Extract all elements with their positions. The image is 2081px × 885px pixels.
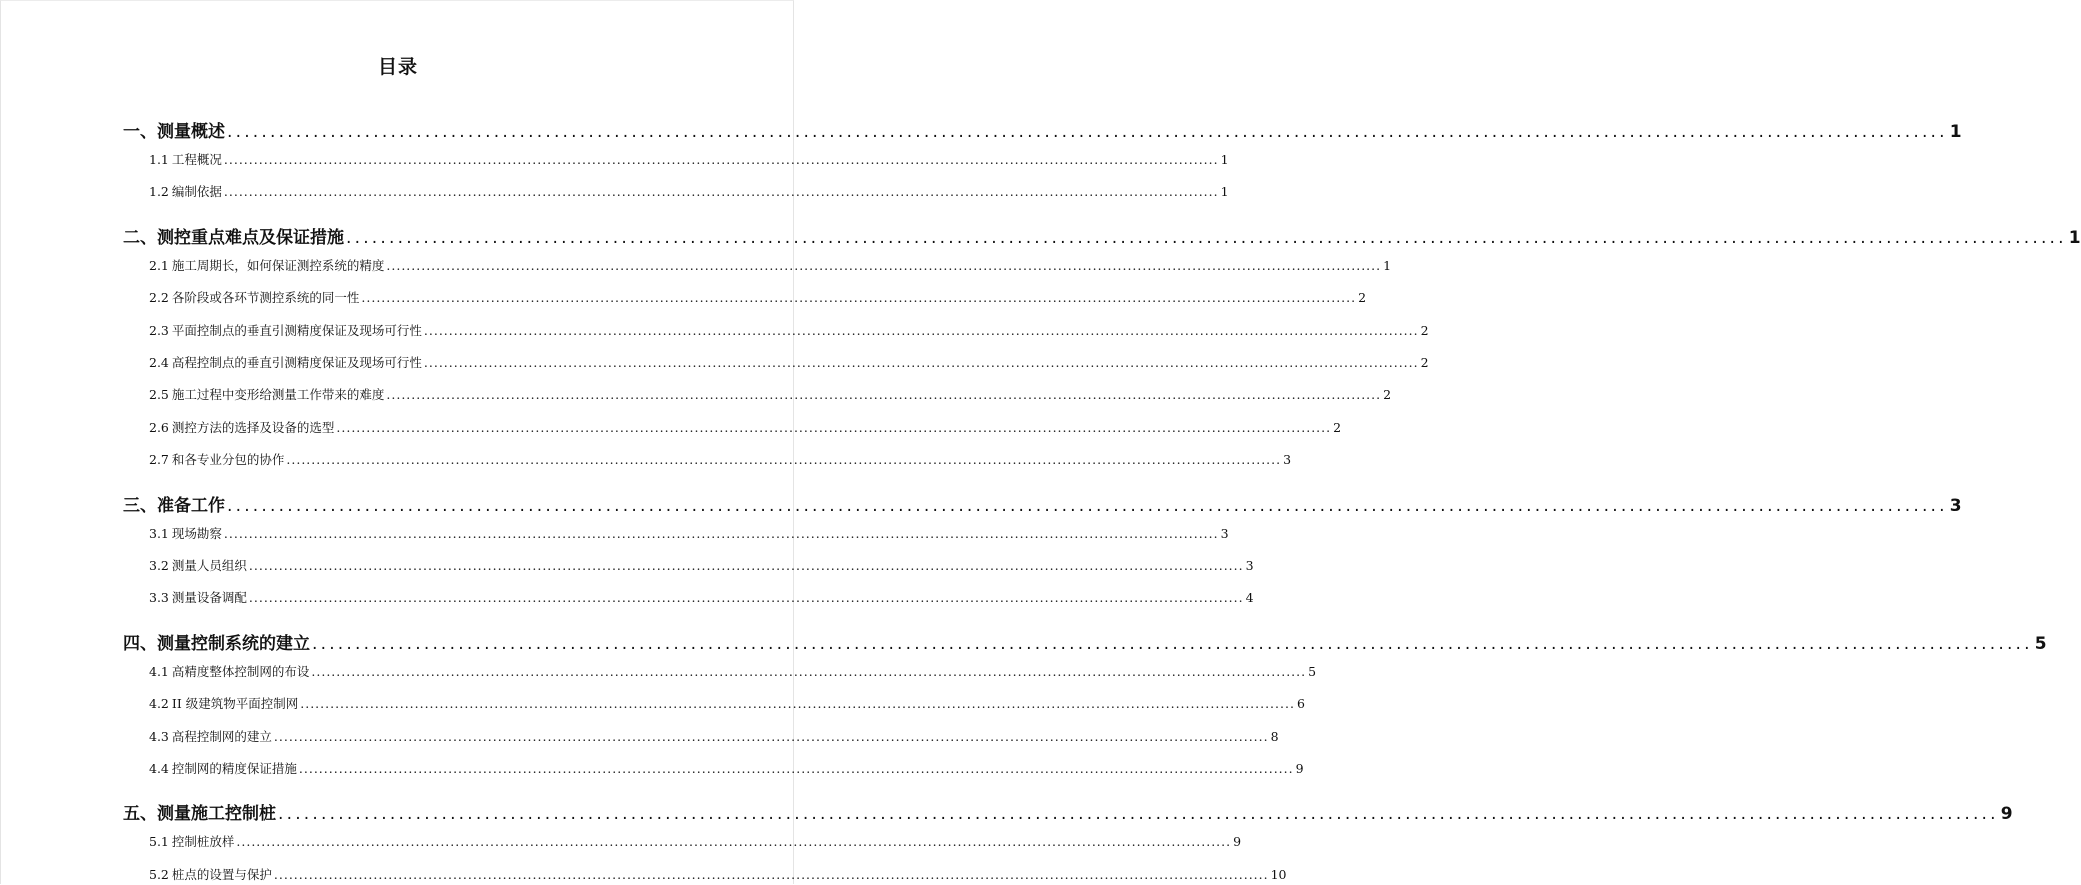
toc-page-number: 2 (1420, 355, 1429, 370)
toc-item-title: 编制依据 (171, 184, 222, 200)
toc-item[interactable] (149, 865, 1287, 885)
toc-item-title: 测量人员组织 (171, 558, 247, 573)
toc-item[interactable] (149, 588, 1254, 608)
toc-item-number: 1.1 (149, 152, 169, 167)
toc-section-label: 二、测控重点难点及保证措施 (123, 227, 344, 248)
toc-page-number: 1 (1383, 257, 1392, 273)
leader-dots: ........................................................................................................................................................................................................ (273, 866, 1269, 882)
toc-item-number: 5.2 (149, 866, 169, 882)
toc-item-number: 2.6 (149, 419, 169, 435)
leader-dots: ........................................................................................................................................................................................................ (298, 761, 1294, 776)
toc-item[interactable] (149, 694, 1305, 714)
toc-item-label (149, 588, 247, 608)
toc-item-label (149, 450, 284, 470)
toc-item-label (149, 865, 272, 885)
leader-dots: ........................................................................................................................................................................................................ (386, 257, 1382, 273)
toc-item-title: 高程控制网的建立 (171, 728, 272, 744)
toc-page-number: 9 (2000, 804, 2013, 825)
toc-item-label (149, 288, 359, 308)
toc-page-number: 5 (2034, 633, 2047, 654)
toc-item[interactable] (149, 662, 1317, 682)
toc-item-title: II 级建筑物平面控制网 (171, 696, 299, 712)
leader-dots: ........................................................................................................................................................................................................ (248, 558, 1244, 573)
toc-page-number: 8 (1270, 728, 1279, 744)
leader-dots: ........................................................................................................................................................................................................ (248, 590, 1244, 606)
toc-item-number: 1.2 (149, 184, 169, 200)
toc-page-number: 9 (1233, 834, 1242, 850)
toc-item-label (149, 727, 272, 747)
toc-item[interactable] (149, 418, 1342, 438)
toc-item-number: 4.1 (149, 663, 169, 679)
toc-item-title: 现场勘察 (171, 525, 222, 541)
toc-item-label (149, 556, 247, 576)
toc-item-title: 测量设备调配 (171, 590, 247, 606)
toc-section[interactable] (123, 119, 1962, 145)
toc-item-label (149, 694, 298, 714)
toc-item[interactable] (149, 150, 1229, 170)
toc-item-number: 3.3 (149, 590, 169, 606)
toc-item-number: 4.3 (149, 728, 169, 744)
toc-item-title: 测控方法的选择及设备的选型 (171, 419, 335, 435)
toc-item[interactable] (149, 450, 1292, 470)
leader-dots: ........................................................................................................................................................................................................ (223, 525, 1219, 541)
toc-item-title: 桩点的设置与保护 (171, 866, 272, 882)
toc-item[interactable] (149, 556, 1254, 576)
toc-item-title: 高程控制点的垂直引测精度保证及现场可行性 (171, 355, 422, 370)
toc-section[interactable] (123, 801, 2013, 827)
toc-item-label (149, 759, 297, 779)
toc-page-number: 9 (1295, 761, 1304, 776)
toc-page-number: 3 (1949, 495, 1962, 516)
toc-page-number: 2 (1333, 419, 1342, 435)
toc-section-label: 一、测量概述 (123, 122, 225, 142)
toc-page-number: 3 (1220, 525, 1229, 541)
toc-section[interactable] (123, 493, 1962, 519)
toc-item[interactable] (149, 256, 1392, 276)
leader-dots: ........................................................................................................................................................................................................ (227, 122, 1948, 142)
toc-item-title: 控制网的精度保证措施 (171, 761, 297, 776)
toc-item[interactable] (149, 288, 1367, 308)
leader-dots: ........................................................................................................................................................................................................ (286, 452, 1282, 468)
toc-item-number: 2.4 (149, 355, 169, 370)
toc-page-number: 6 (1296, 696, 1305, 712)
toc-item-label (149, 524, 222, 544)
leader-dots: ........................................................................................................................................................................................................ (227, 495, 1948, 516)
toc-item-number: 4.4 (149, 761, 169, 776)
toc-item-label (149, 832, 234, 852)
toc-page-number: 1 (1220, 184, 1229, 200)
toc-section[interactable] (123, 225, 2081, 251)
toc-item-label (149, 662, 309, 682)
toc-item[interactable] (149, 832, 1242, 852)
leader-dots: ........................................................................................................................................................................................................ (423, 322, 1419, 338)
toc-item-label (149, 182, 222, 202)
leader-dots: ........................................................................................................................................................................................................ (386, 387, 1382, 403)
toc-section-label: 五、测量施工控制桩 (123, 804, 276, 825)
leader-dots: ........................................................................................................................................................................................................ (278, 804, 1999, 825)
leader-dots: ........................................................................................................................................................................................................ (423, 355, 1419, 370)
toc-item-title: 各阶段或各环节测控系统的同一性 (171, 290, 360, 306)
toc-item-title: 施工过程中变形给测量工作带来的难度 (171, 387, 385, 403)
toc-item-title: 施工周期长，如何保证测控系统的精度 (171, 257, 385, 273)
toc-page-number: 5 (1308, 663, 1317, 679)
toc-page-number: 2 (1383, 387, 1392, 403)
toc-item-title: 平面控制点的垂直引测精度保证及现场可行性 (171, 322, 422, 338)
toc-item-number: 2.5 (149, 387, 169, 403)
toc-item-label (149, 150, 222, 170)
toc-page-number: 4 (1245, 590, 1254, 606)
toc-page-number: 2 (1420, 322, 1429, 338)
leader-dots: ........................................................................................................................................................................................................ (236, 834, 1232, 850)
toc-section[interactable] (123, 631, 2047, 657)
toc-item-number: 2.2 (149, 290, 169, 306)
toc-item-title: 高精度整体控制网的布设 (171, 663, 310, 679)
toc-title: 目录 (377, 56, 418, 78)
leader-dots: ........................................................................................................................................................................................................ (300, 696, 1295, 712)
toc-page-number: 2 (1358, 290, 1367, 306)
toc-item-label (149, 256, 384, 276)
toc-item-title: 和各专业分包的协作 (171, 452, 285, 468)
toc-page-number: 3 (1245, 558, 1254, 573)
toc-item-number: 3.1 (149, 525, 169, 541)
toc-item-title: 工程概况 (171, 152, 222, 167)
toc-item-label (149, 353, 422, 373)
leader-dots: ........................................................................................................................................................................................................ (273, 728, 1269, 744)
toc-page-number: 10 (1270, 866, 1287, 882)
toc-section-label: 四、测量控制系统的建立 (123, 633, 310, 654)
toc-item[interactable] (149, 182, 1229, 202)
leader-dots: ........................................................................................................................................................................................................ (223, 184, 1219, 200)
toc-item-label (149, 418, 334, 438)
toc-item-number: 4.2 (149, 696, 169, 712)
leader-dots: ........................................................................................................................................................................................................ (312, 633, 2033, 654)
toc-item[interactable] (149, 759, 1304, 779)
toc-item-number: 5.1 (149, 834, 169, 850)
toc-item[interactable] (149, 524, 1229, 544)
toc-item-number: 2.7 (149, 452, 169, 468)
toc-item[interactable] (149, 321, 1429, 341)
toc-item[interactable] (149, 727, 1279, 747)
leader-dots: ........................................................................................................................................................................................................ (223, 152, 1219, 167)
toc-page-number: 3 (1283, 452, 1292, 468)
leader-dots: ........................................................................................................................................................................................................ (361, 290, 1357, 306)
toc-section-label: 三、准备工作 (123, 495, 225, 516)
toc-item-number: 3.2 (149, 558, 169, 573)
toc-item-title: 控制桩放样 (171, 834, 235, 850)
toc-item-number: 2.3 (149, 322, 169, 338)
toc-item-number: 2.1 (149, 257, 169, 273)
toc-page-number: 1 (1949, 122, 1962, 142)
toc-item[interactable] (149, 353, 1429, 373)
toc-item[interactable] (149, 385, 1392, 405)
toc-page-number: 1 (2068, 227, 2081, 248)
leader-dots: ........................................................................................................................................................................................................ (336, 419, 1332, 435)
toc-page-number: 1 (1220, 152, 1229, 167)
toc-item-label (149, 385, 384, 405)
toc-item-label (149, 321, 422, 341)
leader-dots: ........................................................................................................................................................................................................ (311, 663, 1307, 679)
leader-dots: ........................................................................................................................................................................................................ (346, 227, 2067, 248)
